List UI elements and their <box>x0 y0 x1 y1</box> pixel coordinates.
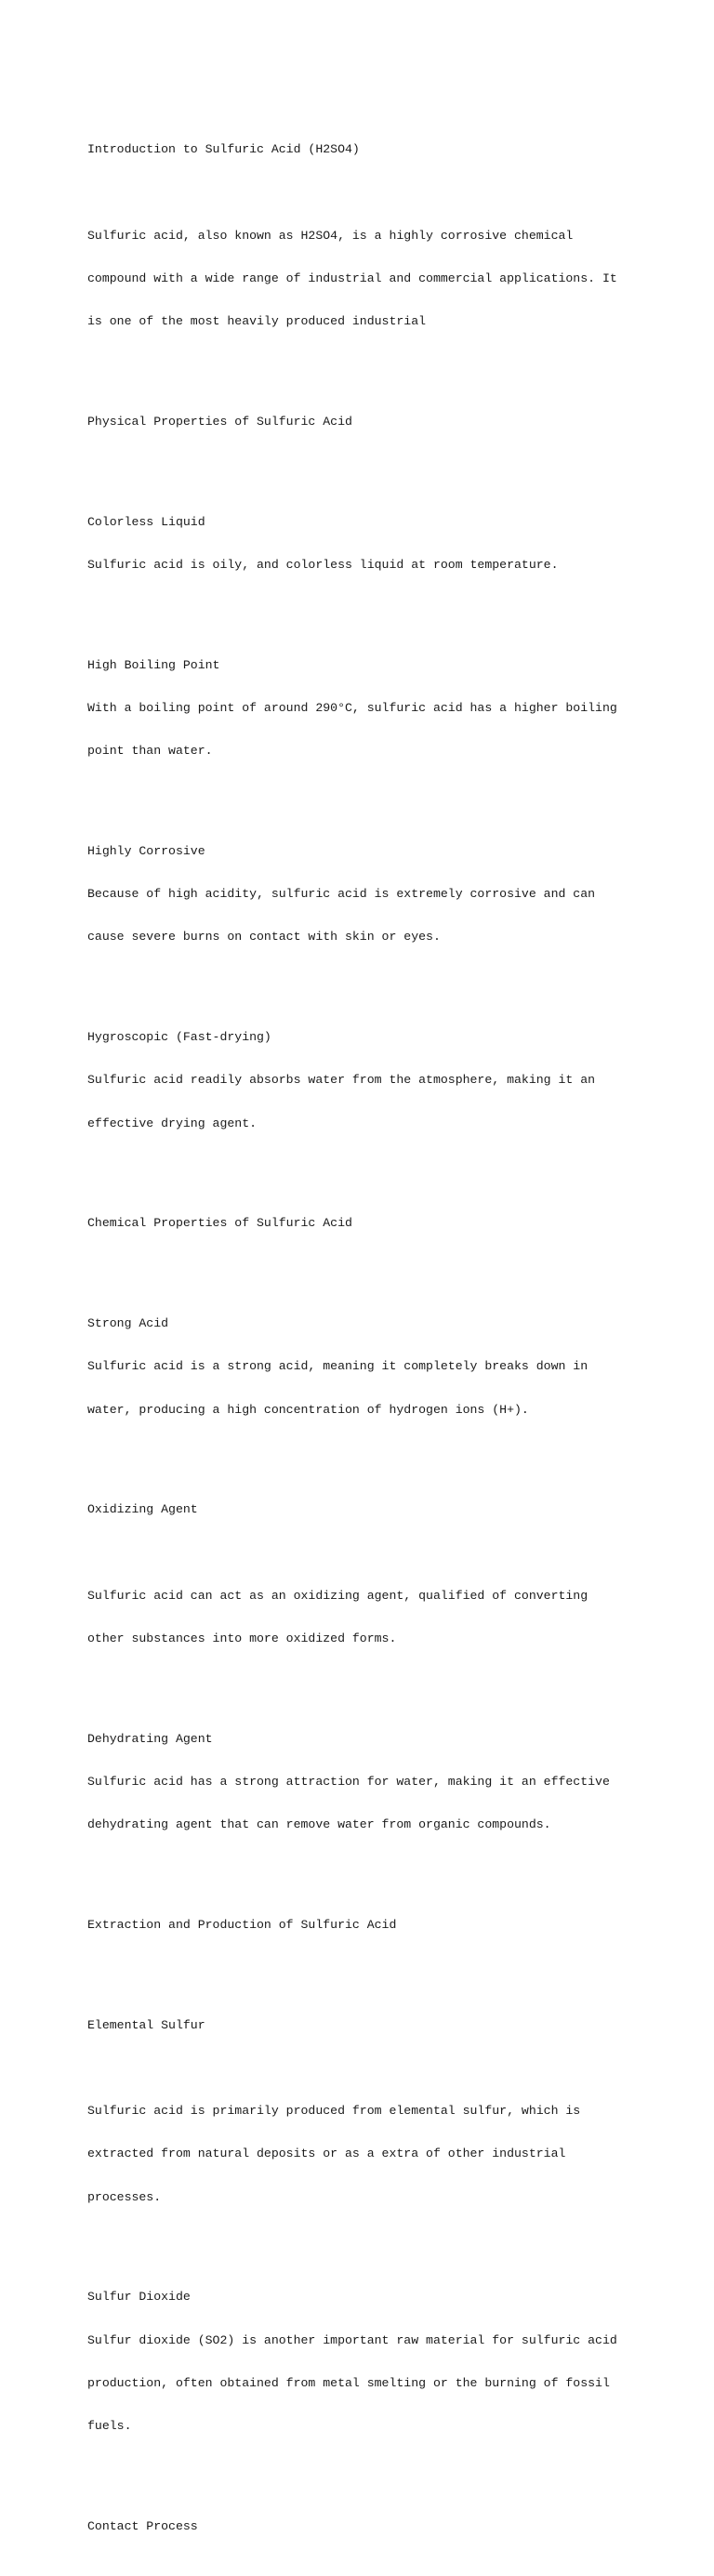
chemical-properties-heading: Chemical Properties of Sulfuric Acid <box>87 1216 352 1231</box>
corrosive-title: Highly Corrosive <box>87 843 205 858</box>
elemental-sulfur-text: Sulfuric acid is primarily produced from elemental sulfur, which is <box>87 2104 581 2119</box>
spacer <box>87 357 664 371</box>
boiling-point-text: point than water. <box>87 744 213 759</box>
document-body <box>87 99 664 2576</box>
dehydrating-agent-text: Sulfuric acid has a strong attraction for water, making it an effective <box>87 1774 610 1789</box>
intro-text-line: is one of the most heavily produced industrial <box>87 314 427 329</box>
sulfur-dioxide-text: production, often obtained from metal smelting or the burning of fossil <box>87 2375 610 2390</box>
boiling-point-title: High Boiling Point <box>87 657 220 672</box>
hygroscopic-text: Sulfuric acid readily absorbs water from the atmosphere, making it an <box>87 1073 596 1088</box>
sulfur-dioxide-text: fuels. <box>87 2419 132 2434</box>
sulfur-dioxide-title: Sulfur Dioxide <box>87 2290 191 2305</box>
spacer <box>87 1860 664 1874</box>
strong-acid-title: Strong Acid <box>87 1316 169 1331</box>
spacer <box>87 185 664 199</box>
elemental-sulfur-text: processes. <box>87 2189 162 2204</box>
colorless-liquid-title: Colorless Liquid <box>87 514 205 529</box>
corrosive-text: Because of high acidity, sulfuric acid is extremely corrosive and can <box>87 887 596 902</box>
dehydrating-agent-text: dehydrating agent that can remove water from organic compounds. <box>87 1817 551 1832</box>
strong-acid-text: water, producing a high concentration of hydrogen ions (H+). <box>87 1402 529 1417</box>
oxidizing-agent-text: Sulfuric acid can act as an oxidizing agent, qualified of converting <box>87 1588 588 1603</box>
corrosive-text: cause severe burns on contact with skin or eyes. <box>87 930 441 945</box>
intro-text-line: Sulfuric acid, also known as H2SO4, is a highly corrosive chemical <box>87 228 574 243</box>
spacer <box>87 1674 664 1688</box>
contact-process-heading: Contact Process <box>87 2518 198 2533</box>
spacer <box>87 1446 664 1460</box>
dehydrating-agent-title: Dehydrating Agent <box>87 1731 213 1746</box>
spacer <box>87 1546 664 1560</box>
spacer <box>87 2233 664 2247</box>
hygroscopic-text: effective drying agent. <box>87 1116 258 1130</box>
spacer <box>87 973 664 987</box>
spacer <box>87 786 664 800</box>
spacer <box>87 601 664 614</box>
spacer <box>87 1961 664 1975</box>
colorless-liquid-text: Sulfuric acid is oily, and colorless liquid at room temperature. <box>87 557 559 572</box>
strong-acid-text: Sulfuric acid is a strong acid, meaning it completely breaks down in <box>87 1359 588 1374</box>
spacer <box>87 457 664 471</box>
oxidizing-agent-text: other substances into more oxidized forms. <box>87 1631 397 1645</box>
spacer <box>87 1260 664 1274</box>
spacer <box>87 1159 664 1173</box>
intro-heading: Introduction to Sulfuric Acid (H2SO4) <box>87 142 360 157</box>
intro-text-line: compound with a wide range of industrial and commercial applications. It <box>87 271 617 285</box>
spacer <box>87 2462 664 2476</box>
production-heading: Extraction and Production of Sulfuric Acid <box>87 1918 397 1932</box>
spacer <box>87 2061 664 2075</box>
boiling-point-text: With a boiling point of around 290°C, sulfuric acid has a higher boiling <box>87 700 617 715</box>
sulfur-dioxide-text: Sulfur dioxide (SO2) is another important raw material for sulfuric acid <box>87 2332 617 2347</box>
hygroscopic-title: Hygroscopic (Fast-drying) <box>87 1030 271 1045</box>
elemental-sulfur-title: Elemental Sulfur <box>87 2017 205 2032</box>
oxidizing-agent-title: Oxidizing Agent <box>87 1502 198 1517</box>
physical-properties-heading: Physical Properties of Sulfuric Acid <box>87 414 352 429</box>
elemental-sulfur-text: extracted from natural deposits or as a extra of other industrial <box>87 2147 566 2161</box>
